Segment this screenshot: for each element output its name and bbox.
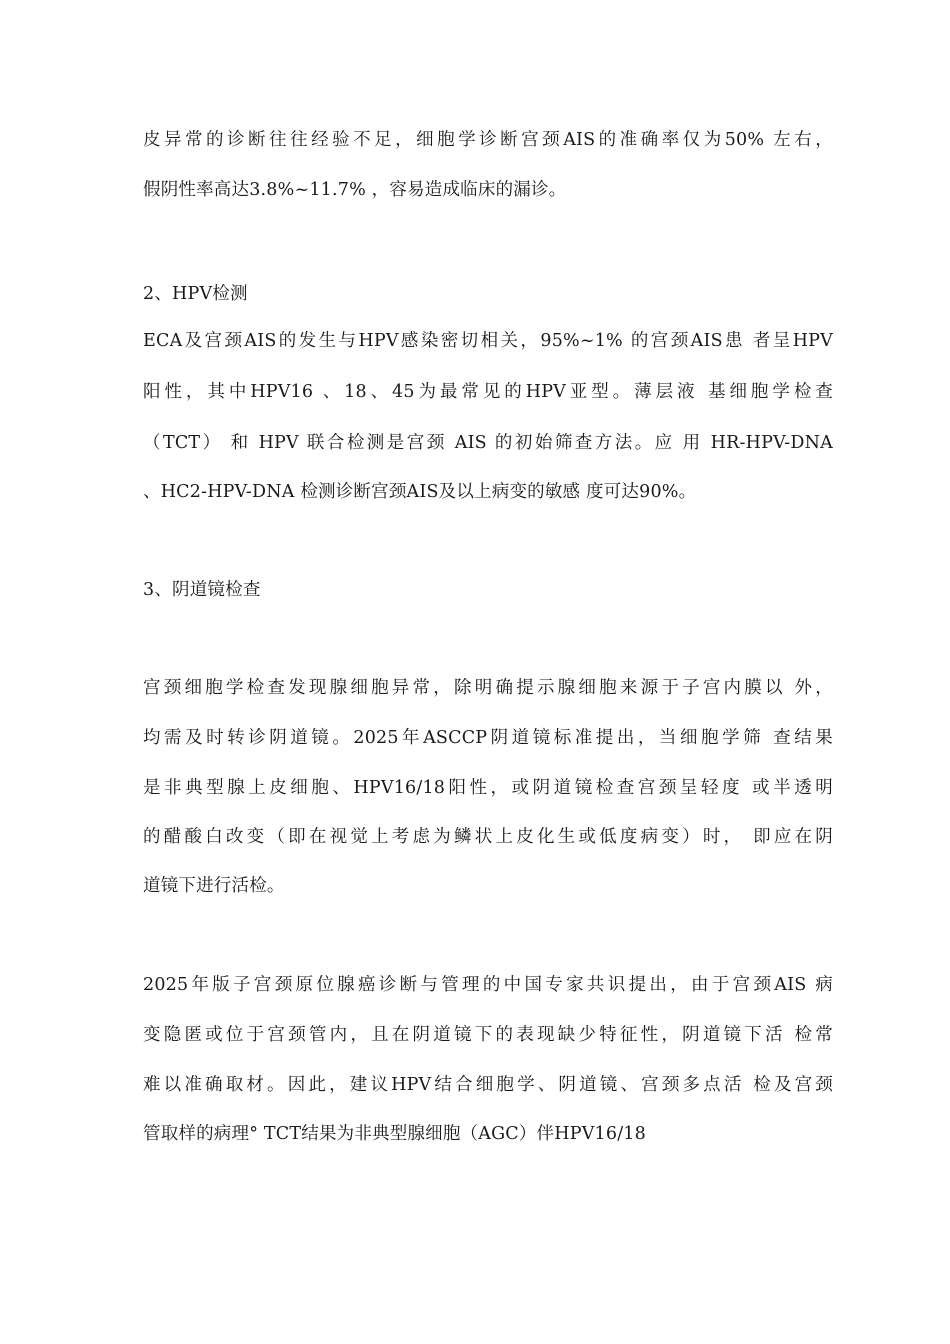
text-line: 宫颈细胞学检查发现腺细胞异常，除明确提示腺细胞来源于子宫内膜以 外，: [143, 678, 833, 698]
text-line: 管取样的病理° TCT结果为非典型腺细胞（AGC）伴HPV16/18: [143, 1124, 646, 1144]
section-heading-hpv-test: 2、HPV检测: [143, 284, 248, 304]
text-line: （TCT） 和 HPV 联合检测是宫颈 AIS 的初始筛查方法。应 用 HR-HPV-DNA: [143, 433, 833, 453]
text-line: 道镜下进行活检。: [143, 876, 285, 896]
text-line: 皮异常的诊断往往经验不足，细胞学诊断宫颈AIS的准确率仅为50% 左右，: [143, 130, 833, 150]
text-line: ECA及宫颈AIS的发生与HPV感染密切相关，95%~1% 的宫颈AIS患 者呈HPV: [143, 331, 833, 351]
text-line: 的醋酸白改变（即在视觉上考虑为鳞状上皮化生或低度病变）时， 即应在阴: [143, 827, 833, 847]
text-line: 均需及时转诊阴道镜。2025年ASCCP阴道镜标准提出，当细胞学筛 查结果: [143, 728, 833, 748]
text-line: 、HC2-HPV-DNA 检测诊断宫颈AIS及以上病变的敏感 度可达90%。: [143, 482, 697, 502]
text-line: 是非典型腺上皮细胞、HPV16/18阳性，或阴道镜检查宫颈呈轻度 或半透明: [143, 778, 833, 798]
text-line: 变隐匿或位于宫颈管内，且在阴道镜下的表现缺少特征性，阴道镜下活 检常: [143, 1025, 833, 1045]
text-line: 难以准确取材。因此，建议HPV结合细胞学、阴道镜、宫颈多点活 检及宫颈: [143, 1075, 833, 1095]
section-heading-colposcopy: 3、阴道镜检查: [143, 580, 261, 600]
text-line: 假阴性率高达3.8%~11.7% ，容易造成临床的漏诊。: [143, 180, 567, 200]
text-line: 阳性，其中HPV16 、18、45为最常见的HPV亚型。薄层液 基细胞学检查: [143, 382, 833, 402]
text-line: 2025年版子宫颈原位腺癌诊断与管理的中国专家共识提出，由于宫颈AIS 病: [143, 975, 833, 995]
